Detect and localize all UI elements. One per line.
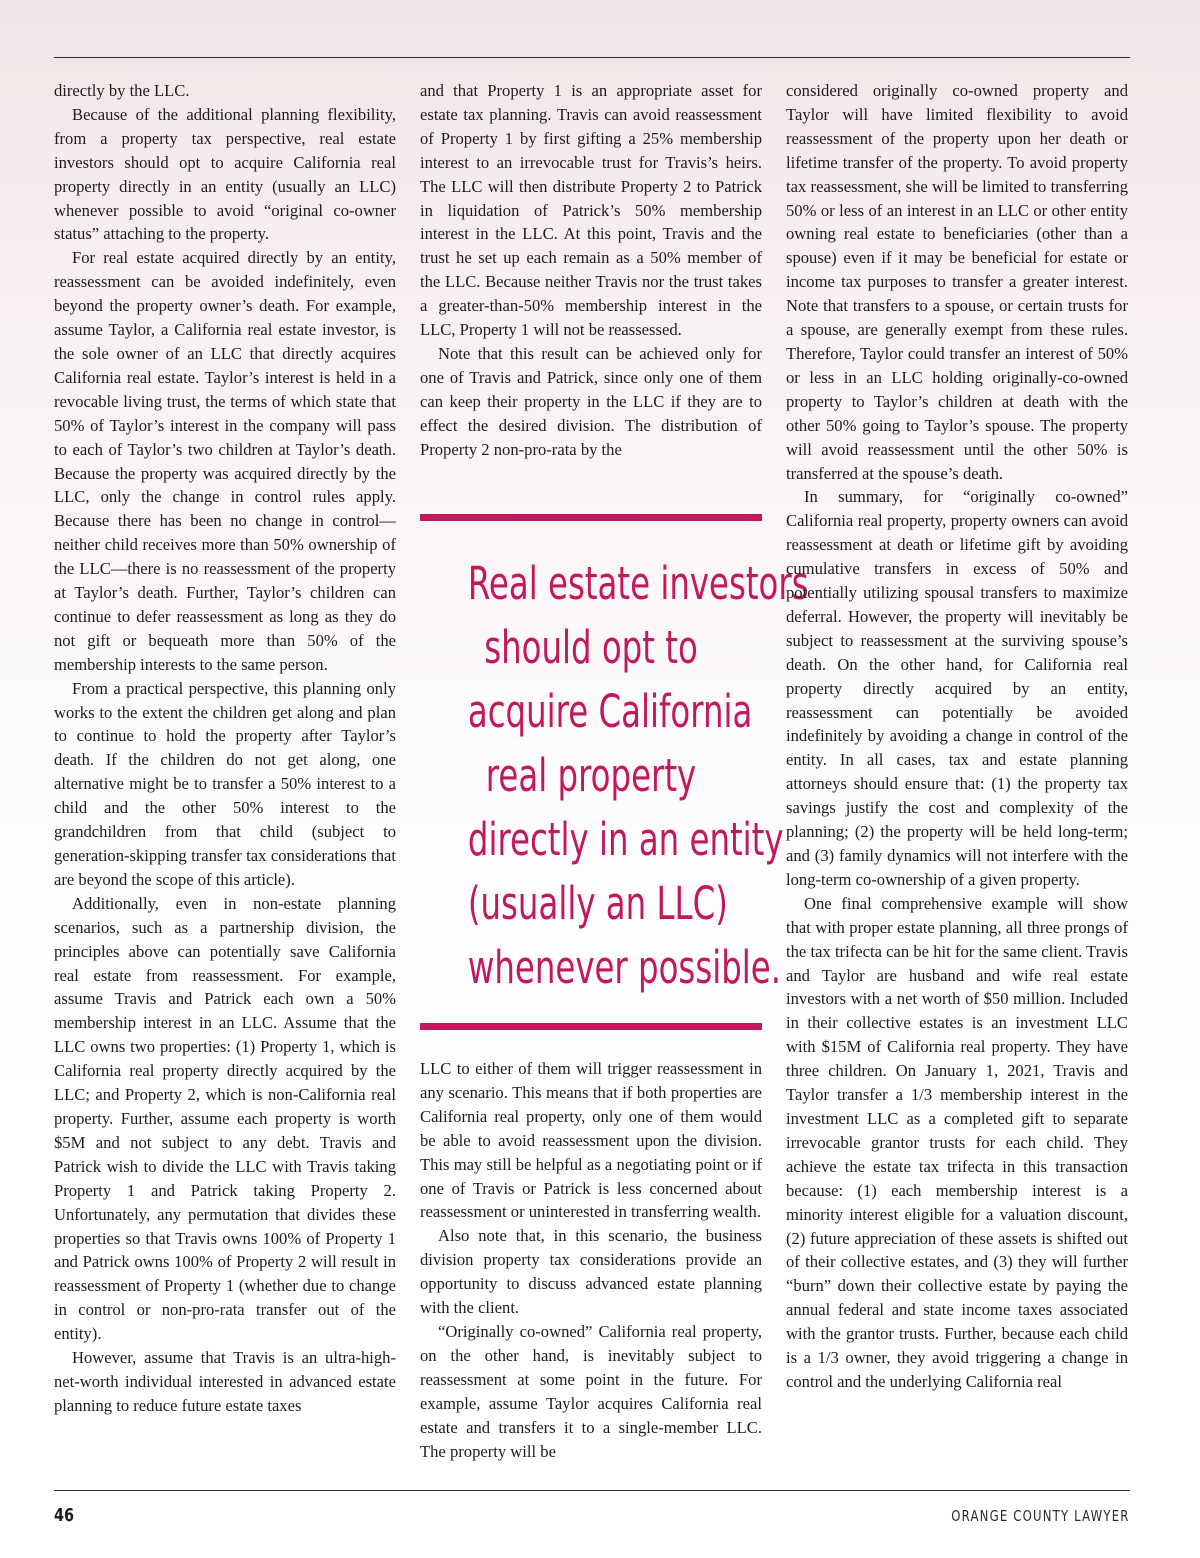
pull-quote-line: (usually an LLC) [467,877,728,930]
paragraph: and that Property 1 is an appropriate asset for estate tax planning. Travis can avoid reassessment of Property 1 by first gifting a 25% membership interest to an irrevocable trust for Travis’s heirs. The LLC will then distribute Property 2 to Patrick in liquidation of Patrick’s 50% membership interest in the LLC. At this point, Travis and the trust he set up each remain as a 50% member of the LLC. Because neither Travis nor the trust takes a greater-than-50% membership interest in the LLC, Property 1 will not be reassessed. [420,81,762,340]
paragraph: directly by the LLC. [54,81,190,100]
article-column-1 [54,79,396,1418]
publication-name: ORANGE COUNTY LAWYER [951,1507,1130,1525]
header-rule [54,57,1130,58]
pull-quote [420,514,809,1030]
pull-quote-line: real property [485,749,697,802]
paragraph: In summary, for “originally co-owned” California real property, property owners can avoid reassessment at death or lifetime gift by avoiding cumulative transfers in excess of 50% and potentially utilizing spousal transfers to maximize deferral. However, the property will inevitably be subject to reassessment at the surviving spouse’s death. On the other hand, for California real property directly acquired by an entity, reassessment can potentially be avoided indefinitely by avoiding a change in control of the entity. In all cases, tax and estate planning attorneys should ensure that: (1) the property tax savings justify the cost and complexity of the planning; (2) the property will be held long-term; and (3) family dynamics will not interfere with the long-term co-ownership of a given property. [786,487,1128,889]
paragraph: Also note that, in this scenario, the business division property tax considerations provide an opportunity to discuss advanced estate planning with the client. [420,1226,762,1318]
pull-quote-line: Real estate investors [467,557,809,610]
paragraph: Note that this result can be achieved only for one of Travis and Patrick, since only one of them can keep their property in the LLC if they are to effect the desired division. The distribution of Property 2 non-pro-rata by the [420,343,762,459]
pull-quote-line: directly in an entity [467,813,784,866]
paragraph: One final comprehensive example will show that with proper estate planning, all three prongs of the tax trifecta can be hit for the same client. Travis and Taylor are husband and wife real estate investors with a net worth of $50 million. Included in their collective estates is an investment LLC with $15M of California real property. They have three children. On January 1, 2021, Travis and Taylor transfer a 1/3 membership interest in the investment LLC as a completed gift to separate irrevocable grantor trusts for each child. They achieve the estate tax trifecta in this transaction because: (1) each membership interest is a minority interest eligible for a valuation discount, (2) future appreciation of these assets is shifted out of their collective estates, and (3) they will further “burn” down their collective estate by paying the annual federal and state income taxes associated with the grantor trusts. Further, because each child is a 1/3 owner, they avoid triggering a change in control and the underlying California real [786,893,1128,1391]
article-column-2-top [420,79,762,462]
paragraph: “Originally co-owned” California real property, on the other hand, is inevitably subject to reassessment at some point in the future. For example, assume Taylor acquires California real estate and transfers it to a single-member LLC. The property will be [420,1321,762,1461]
article-column-2-bottom [420,1057,762,1463]
pull-quote-line: should opt to [484,621,698,674]
paragraph: However, assume that Travis is an ultra-high-net-worth individual interested in advanced estate planning to reduce future estate taxes [54,1348,396,1415]
paragraph: For real estate acquired directly by an entity, reassessment can be avoided indefinitely, even beyond the property owner’s death. For example, assume Taylor, a California real estate investor, is the sole owner of an LLC that directly acquires California real estate. Taylor’s interest is held in a revocable living trust, the terms of which state that 50% of Taylor’s interest in the company will pass to each of Taylor’s two children at Taylor’s death. Because the property was acquired directly by the LLC, only the change in control rules apply. Because there has been no change in control—neither child receives more than 50% ownership of the LLC—there is no reassessment of the property at Taylor’s death. Further, Taylor’s children can continue to defer reassessment as long as they do not gift or bequeath more than 50% of the membership interests to the same person. [54,248,396,674]
paragraph: LLC to either of them will trigger reassessment in any scenario. This means that if both properties are California real property, only one of them would be able to avoid reassessment upon the division. This may still be helpful as a negotiating point or if one of Travis or Patrick is less concerned about reassessment or uninterested in transferring wealth. [420,1059,762,1222]
pull-quote-line: whenever possible. [467,941,782,994]
paragraph: Because of the additional planning flexibility, from a property tax perspective, real estate investors should opt to acquire California real property directly in an entity (usually an LLC) whenever possible to avoid “original co-owner status” attaching to the property. [54,104,396,244]
paragraph: From a practical perspective, this planning only works to the extent the children get along and plan to continue to hold the property after Taylor’s death. If the children do not get along, one alternative might be to transfer a 50% interest to a child and the other 50% interest to the grandchildren from that child (subject to generation-skipping transfer tax considerations that are beyond the scope of this article). [54,678,396,889]
pull-quote-text [467,552,809,1000]
paragraph: Additionally, even in non-estate planning scenarios, such as a partnership division, the principles above can potentially save California real estate from reassessment. For example, assume Travis and Patrick each own a 50% membership interest in an LLC. Assume that the LLC owns two properties: (1) Property 1, which is California real property directly acquired by the LLC; and Property 2, which is non-California real property. Further, assume each property is worth $5M and not subject to any debt. Travis and Patrick wish to divide the LLC with Travis taking Property 1 and Patrick taking Property 2. Unfortunately, any permutation that divides these properties so that Travis owns 100% of Property 1 and Patrick owns 100% of Property 2 will result in reassessment of Property 1 (whether due to change in control or non-pro-rata transfer out of the entity). [54,893,396,1344]
footer-rule [54,1490,1130,1491]
paragraph: considered originally co-owned property and Taylor will have limited flexibility to avoid reassessment of the property upon her death or lifetime transfer of the property. To avoid property tax reassessment, she will be limited to transferring 50% or less of an interest in an LLC or other entity owning real estate to beneficiaries (other than a spouse) even if it may be beneficial for estate or income tax purposes to transfer a greater interest. Note that transfers to a spouse, or certain trusts for a spouse, are generally exempt from these rules. Therefore, Taylor could transfer an interest of 50% or less in an LLC holding originally-co-owned property to Taylor’s children at death with the other 50% going to Taylor’s spouse. The property will avoid reassessment until the other 50% is transferred at the spouse’s death. [786,81,1128,483]
page-number: 46 [54,1505,75,1526]
pull-quote-line: acquire California [467,685,753,738]
pull-quote-top-bar [420,514,762,521]
pull-quote-bottom-bar [420,1023,762,1030]
article-column-3 [786,79,1128,1394]
